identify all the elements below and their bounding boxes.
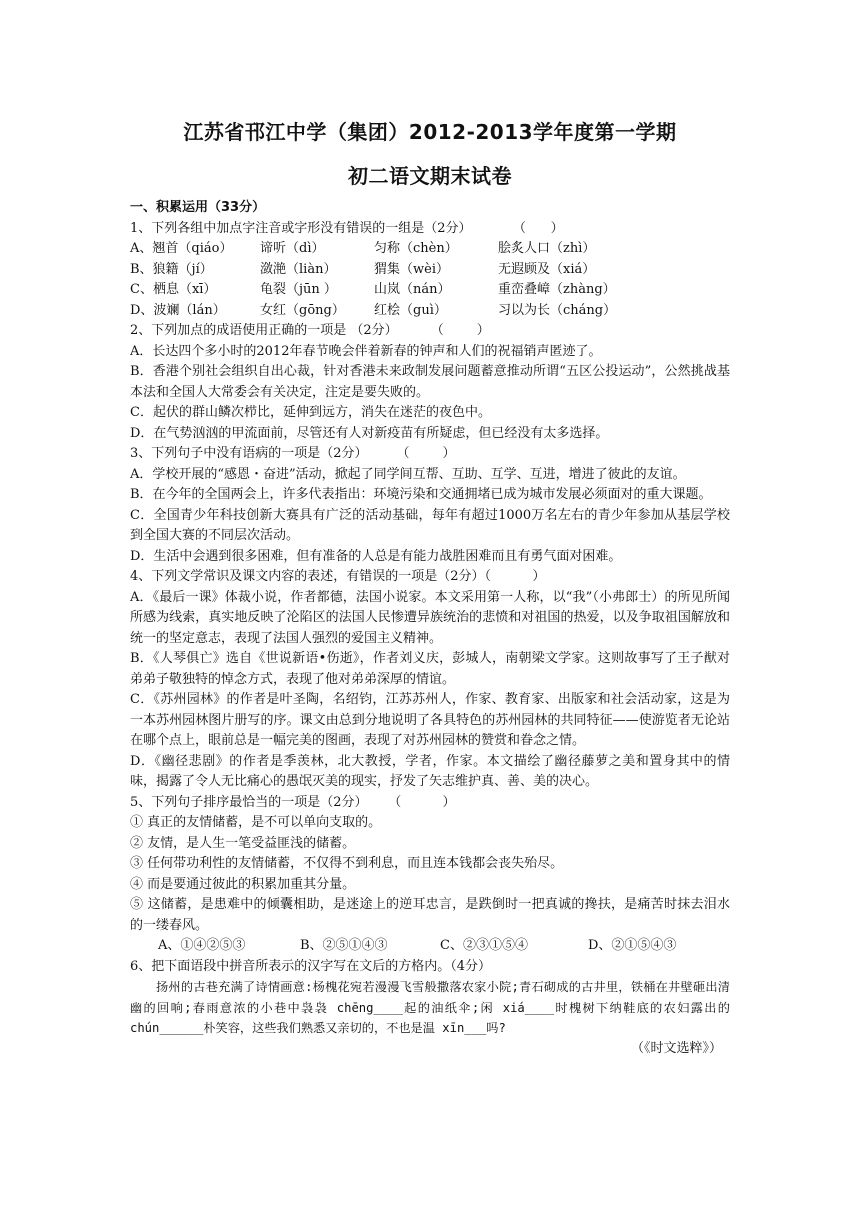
question-2-stem: 2、下列加点的成语使用正确的一项是 （2分） （ ）: [130, 323, 490, 338]
option-text: 无遐顾及（xiá）: [498, 261, 596, 277]
question-5-stem: 5、下列句子排序最恰当的一项是（2分） （ ）: [130, 794, 456, 810]
question-4-stem: 4、下列文学常识及课文内容的表述，有错误的一项是（2分）（ ）: [130, 569, 546, 584]
option-text: B、②⑤①④③: [300, 938, 388, 953]
question-2-option-d: D．在气势汹汹的甲流面前，尽管还有人对新疫苗有所疑虑，但已经没有太多选择。: [130, 425, 609, 441]
option-text: C、②③①⑤④: [440, 938, 528, 953]
question-3-option-a: A．学校开展的“感恩・奋进”活动，掀起了同学间互帮、互助、互学、互进，增进了彼此的友谊。: [130, 466, 686, 482]
option-text: 习以为长（cháng）: [498, 302, 617, 318]
section-heading: 一、积累运用（33分）: [130, 200, 266, 215]
option-text: D、波斓（lán）: [130, 302, 226, 318]
option-text: 匀称（chèn）: [374, 241, 458, 256]
question-1-option-d: [130, 301, 730, 322]
question-2-option-a: A．长达四个多小时的2012年春节晚会伴着新春的钟声和人们的祝福销声匿迹了。: [130, 343, 602, 359]
option-text: 潋滟（liàn）: [260, 261, 337, 277]
option-text: 龟裂（jūn ）: [260, 282, 337, 297]
question-4-option-c: C．《苏州园林》的作者是叶圣陶，名绍钧，江苏苏州人，作家、教育家、出版家和社会活动家，这是为一本苏州园林图片册写的序。课文由总到分地说明了各具特色的苏州园林的共同特征——使游览者无论站在哪个点上，眼前总是一幅完美的图画，表现了对苏州园林的赞赏和眷念之情。: [130, 692, 730, 748]
question-6-passage: 扬州的古巷充满了诗情画意:杨槐花宛若漫漫飞雪般撒落农家小院;青石砌成的古井里，铁桶在井壁砸出清幽的回响;春雨意浓的小巷中袅袅 chēng____起的油纸伞;闲 xiá____时槐树下纳鞋底的农妇露出的 chún______朴笑容，这些我们熟悉又亲切的，不也是温 xīn___吗?: [130, 980, 730, 1035]
question-6-stem: 6、把下面语段中拼音所表示的汉字写在文后的方格内。（4分）: [130, 958, 492, 974]
question-4-option-d: D．《幽径悲剧》的作者是季羡林，北大教授，学者，作家。本文描绘了幽径藤萝之美和置身其中的情味，揭露了令人无比痛心的愚氓灭美的现实，抒发了矢志维护真、善、美的决心。: [130, 753, 730, 789]
passage-source: （《时文选粹》）: [630, 1040, 722, 1056]
question-5-sentence-3: ③ 任何带功利性的友情储蓄，不仅得不到利息，而且连本钱都会丧失殆尽。: [130, 856, 564, 871]
question-5-sentence-2: ② 友情，是人生一笔受益匪浅的储蓄。: [130, 835, 356, 851]
question-3-option-d: D．生活中会遇到很多困难，但有准备的人总是有能力战胜困难而且有勇气面对困难。: [130, 548, 622, 564]
option-text: B、狼籍（jí）: [130, 261, 213, 277]
question-2-option-b: B．香港个别社会组织自出心裁，针对香港未来政制发展问题蓄意推动所谓“五区公投运动”，公然挑战基本法和全国人大常委会有关决定，注定是要失败的。: [130, 364, 730, 400]
question-1-option-b: [130, 260, 730, 281]
option-text: 重峦叠嶂（zhàng）: [498, 282, 616, 297]
question-5-sentence-1: ① 真正的友情储蓄，是不可以单向支取的。: [130, 815, 382, 830]
question-3-option-c: C．全国青少年科技创新大赛具有广泛的活动基础，每年有超过1000万名左右的青少年参加从基层学校到全国大赛的不同层次活动。: [130, 507, 730, 543]
option-text: 脍炙人口（zhì）: [498, 241, 596, 256]
exam-title: 江苏省邗江中学（集团）2012-2013学年度第一学期: [183, 120, 677, 144]
question-4-option-b: B．《人琴俱亡》选自《世说新语•伤逝》，作者刘义庆，彭城人，南朝梁文学家。这则故事写了王子猷对弟弟子敬独特的悼念方式，表现了他对弟弟深厚的情谊。: [130, 651, 730, 687]
option-text: 红桧（guì）: [374, 302, 447, 318]
option-text: A、①④②⑤③: [158, 938, 246, 953]
exam-subtitle: 初二语文期末试卷: [348, 164, 512, 188]
question-1-stem: 1、下列各组中加点字注音或字形没有错误的一组是（2分） （ ）: [130, 220, 564, 236]
option-text: 猬集（wèi）: [374, 261, 449, 277]
question-5-sentence-5: ⑤ 这储蓄，是患难中的倾囊相助，是迷途上的逆耳忠言，是跌倒时一把真诚的搀扶，是痛苦时抹去泪水的一缕春风。: [130, 897, 730, 933]
option-text: D、②①⑤④③: [588, 938, 677, 953]
question-3-option-b: B．在今年的全国两会上，许多代表指出：环境污染和交通拥堵已成为城市发展必须面对的重大课题。: [130, 487, 712, 502]
option-text: 山岚（nán）: [374, 282, 451, 297]
option-text: C、栖息（xī）: [130, 282, 217, 297]
question-1-option-a: [130, 239, 730, 260]
question-1-option-c: [130, 280, 730, 301]
question-3-stem: 3、下列句子中没有语病的一项是（2分） （ ）: [130, 446, 456, 461]
question-5-options: [130, 936, 730, 957]
option-text: A、翘首（qiáo）: [130, 241, 233, 256]
option-text: 谛听（dì）: [260, 241, 325, 256]
exam-content: [130, 198, 730, 1059]
question-5-sentence-4: ④ 而是要通过彼此的积累加重其分量。: [130, 876, 356, 892]
question-2-option-c: C．起伏的群山鳞次栉比，延伸到远方，消失在迷茫的夜色中。: [130, 405, 491, 420]
question-4-option-a: A．《最后一课》体裁小说，作者都德，法国小说家。本文采用第一人称，以“我”（小弗郎士）的所见所闻所感为线索，真实地反映了沦陷区的法国人民惨遭异族统治的悲愤和对祖国的热爱，以及争取祖国解放和统一的坚定意志，表现了法国人强烈的爱国主义精神。: [130, 589, 730, 646]
option-text: 女红（gōng）: [260, 302, 345, 318]
